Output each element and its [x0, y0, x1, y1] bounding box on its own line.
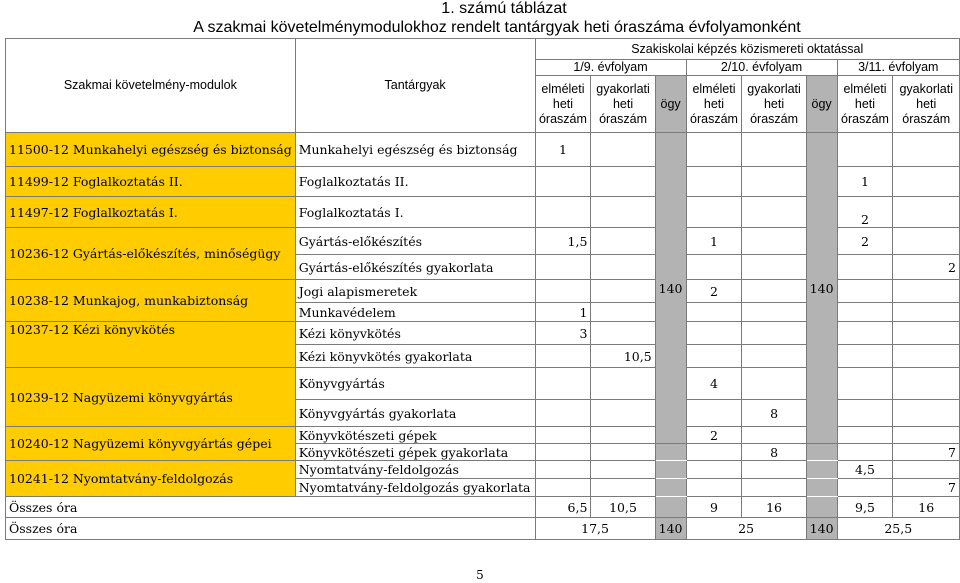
theory-hours-2: [686, 197, 742, 228]
theory-hours-1: 1: [535, 133, 591, 167]
practice-hours-1: [591, 228, 655, 255]
ogy-column-fill: [806, 461, 837, 479]
practice-hours-1: [591, 444, 655, 461]
theory-hours-1: [535, 280, 591, 303]
theory-hours-1: [535, 400, 591, 427]
theory-header-2: elméleti heti óraszám: [686, 76, 742, 133]
theory-hours-2: 4: [686, 368, 742, 400]
practice-header-1: gyakorlati heti óraszám: [591, 76, 655, 133]
subject-cell: Kézi könyvkötés gyakorlata: [295, 345, 535, 368]
practice-hours-1: [591, 479, 655, 497]
subjects-header: Tantárgyak: [295, 39, 535, 133]
theory-hours-3: 2: [837, 197, 893, 228]
module-cell: 11500-12 Munkahelyi egészség és biztonság: [6, 133, 296, 167]
subject-cell: Könyvgyártás: [295, 368, 535, 400]
theory-hours-3: [837, 444, 893, 461]
theory-hours-2: [686, 303, 742, 322]
practice-header-3: gyakorlati heti óraszám: [893, 76, 960, 133]
practice-hours-3: [893, 461, 960, 479]
subject-cell: Könyvkötészeti gépek gyakorlata: [295, 444, 535, 461]
theory-hours-3: [837, 280, 893, 303]
total-theory-1: 6,5: [535, 497, 591, 518]
theory-hours-2: [686, 322, 742, 345]
module-cell: 10241-12 Nyomtatvány-feldolgozás: [6, 461, 296, 497]
theory-header-3: elméleti heti óraszám: [837, 76, 893, 133]
theory-hours-2: 2: [686, 280, 742, 303]
practice-hours-3: [893, 345, 960, 368]
grade-2-header: 2/10. évfolyam: [686, 60, 837, 76]
theory-hours-3: 1: [837, 167, 893, 197]
modules-header: Szakmai követelmény-modulok: [6, 39, 296, 133]
grade-1-ogy-total: 140: [655, 518, 686, 540]
practice-hours-1: [591, 197, 655, 228]
ogy-column-fill: [655, 461, 686, 479]
module-cell: 11499-12 Foglalkoztatás II.: [6, 167, 296, 197]
theory-hours-3: [837, 479, 893, 497]
practice-hours-3: [893, 167, 960, 197]
theory-hours-2: [686, 345, 742, 368]
practice-hours-2: [742, 479, 806, 497]
theory-hours-3: [837, 368, 893, 400]
subject-cell: Gyártás-előkészítés gyakorlata: [295, 255, 535, 280]
practice-hours-2: 8: [742, 400, 806, 427]
ogy-column-fill: [806, 497, 837, 518]
practice-hours-2: [742, 197, 806, 228]
practice-hours-2: [742, 303, 806, 322]
theory-hours-1: 3: [535, 322, 591, 345]
theory-hours-1: 1: [535, 303, 591, 322]
practice-hours-3: 2: [893, 255, 960, 280]
subject-cell: Munkahelyi egészség és biztonság: [295, 133, 535, 167]
practice-hours-2: [742, 461, 806, 479]
module-cell: 10237-12 Kézi könyvkötés: [6, 322, 296, 368]
practice-header-2: gyakorlati heti óraszám: [742, 76, 806, 133]
ogy-column-fill: [655, 497, 686, 518]
theory-hours-3: [837, 303, 893, 322]
ogy-hours-2: 140: [806, 133, 837, 444]
practice-hours-2: [742, 133, 806, 167]
module-cell: 10238-12 Munkajog, munkabiztonság: [6, 280, 296, 322]
ogy-header-2: ögy: [806, 76, 837, 133]
page-number: 5: [476, 568, 484, 582]
subject-cell: Nyomtatvány-feldolgozás: [295, 461, 535, 479]
practice-hours-1: [591, 167, 655, 197]
theory-hours-3: [837, 255, 893, 280]
grade-1-header: 1/9. évfolyam: [535, 60, 686, 76]
practice-hours-3: [893, 427, 960, 444]
theory-hours-2: [686, 479, 742, 497]
theory-hours-2: [686, 167, 742, 197]
practice-hours-1: [591, 400, 655, 427]
theory-hours-3: [837, 133, 893, 167]
practice-hours-2: [742, 255, 806, 280]
practice-hours-1: [591, 368, 655, 400]
total-hours-label: Összes óra: [6, 497, 536, 518]
practice-hours-1: 10,5: [591, 345, 655, 368]
ogy-column-fill: [655, 479, 686, 497]
practice-hours-2: [742, 427, 806, 444]
theory-hours-1: [535, 368, 591, 400]
table-subtitle: A szakmai követelménymodulokhoz rendelt tantárgyak heti óraszáma évfolyamonként: [193, 19, 801, 36]
theory-hours-3: [837, 322, 893, 345]
subject-cell: Gyártás-előkészítés: [295, 228, 535, 255]
module-cell: 10236-12 Gyártás-előkészítés, minőségügy: [6, 228, 296, 280]
practice-hours-1: [591, 461, 655, 479]
total-practice-2: 16: [742, 497, 806, 518]
module-cell: 11497-12 Foglalkoztatás I.: [6, 197, 296, 228]
theory-hours-2: [686, 444, 742, 461]
subject-cell: Foglalkoztatás II.: [295, 167, 535, 197]
theory-hours-1: [535, 255, 591, 280]
practice-hours-3: [893, 368, 960, 400]
training-group-header: Szakiskolai képzés közismereti oktatással: [535, 39, 960, 60]
practice-hours-3: [893, 228, 960, 255]
theory-hours-2: [686, 461, 742, 479]
theory-hours-3: [837, 427, 893, 444]
total-theory-3: 9,5: [837, 497, 893, 518]
practice-hours-2: [742, 368, 806, 400]
practice-hours-2: [742, 167, 806, 197]
ogy-hours-1: 140: [655, 133, 686, 444]
total-theory-2: 9: [686, 497, 742, 518]
practice-hours-1: [591, 303, 655, 322]
theory-hours-1: [535, 461, 591, 479]
practice-hours-1: [591, 322, 655, 345]
practice-hours-2: [742, 322, 806, 345]
grand-total-label: Összes óra: [6, 518, 536, 540]
practice-hours-2: [742, 228, 806, 255]
theory-hours-1: [535, 479, 591, 497]
practice-hours-3: [893, 133, 960, 167]
grade-2-ogy-total: 140: [806, 518, 837, 540]
practice-hours-3: [893, 303, 960, 322]
module-cell: 10239-12 Nagyüzemi könyvgyártás: [6, 368, 296, 427]
practice-hours-2: [742, 280, 806, 303]
total-practice-1: 10,5: [591, 497, 655, 518]
practice-hours-1: [591, 133, 655, 167]
theory-hours-2: 1: [686, 228, 742, 255]
timetable-grid: [5, 38, 960, 540]
subject-cell: Kézi könyvkötés: [295, 322, 535, 345]
practice-hours-3: 7: [893, 444, 960, 461]
table-title: 1. számú táblázat: [441, 0, 567, 17]
theory-hours-1: 1,5: [535, 228, 591, 255]
practice-hours-3: [893, 322, 960, 345]
theory-hours-1: [535, 345, 591, 368]
practice-hours-3: [893, 400, 960, 427]
grade-3-header: 3/11. évfolyam: [837, 60, 959, 76]
subject-cell: Foglalkoztatás I.: [295, 197, 535, 228]
theory-hours-1: [535, 167, 591, 197]
theory-hours-2: 2: [686, 427, 742, 444]
module-cell: 10240-12 Nagyüzemi könyvgyártás gépei: [6, 427, 296, 461]
theory-hours-2: [686, 400, 742, 427]
total-practice-3: 16: [893, 497, 960, 518]
theory-hours-2: [686, 255, 742, 280]
subject-cell: Könyvgyártás gyakorlata: [295, 400, 535, 427]
theory-hours-3: 2: [837, 228, 893, 255]
grade-3-total: 25,5: [837, 518, 959, 540]
theory-hours-1: [535, 197, 591, 228]
ogy-column-fill: [806, 444, 837, 461]
grade-2-total: 25: [686, 518, 806, 540]
theory-hours-3: [837, 345, 893, 368]
practice-hours-1: [591, 280, 655, 303]
theory-hours-2: [686, 133, 742, 167]
theory-header-1: elméleti heti óraszám: [535, 76, 591, 133]
subject-cell: Könyvkötészeti gépek: [295, 427, 535, 444]
ogy-column-fill: [806, 479, 837, 497]
subject-cell: Munkavédelem: [295, 303, 535, 322]
theory-hours-1: [535, 427, 591, 444]
practice-hours-3: [893, 280, 960, 303]
theory-hours-1: [535, 444, 591, 461]
theory-hours-3: 4,5: [837, 461, 893, 479]
practice-hours-1: [591, 427, 655, 444]
subject-cell: Nyomtatvány-feldolgozás gyakorlata: [295, 479, 535, 497]
practice-hours-2: [742, 345, 806, 368]
practice-hours-1: [591, 255, 655, 280]
practice-hours-3: 7: [893, 479, 960, 497]
ogy-column-fill: [655, 444, 686, 461]
theory-hours-3: [837, 400, 893, 427]
subject-cell: Jogi alapismeretek: [295, 280, 535, 303]
ogy-header-1: ögy: [655, 76, 686, 133]
practice-hours-2: 8: [742, 444, 806, 461]
practice-hours-3: [893, 197, 960, 228]
grade-1-total: 17,5: [535, 518, 655, 540]
